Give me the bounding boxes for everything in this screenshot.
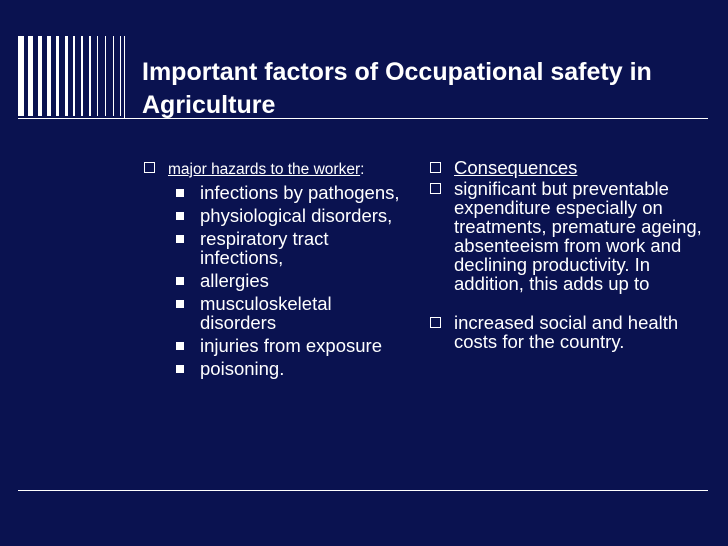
hazard-item <box>200 359 400 378</box>
filled-square-bullet-icon <box>176 342 184 350</box>
left-column <box>142 158 412 382</box>
consequences-heading: Consequences <box>454 157 578 178</box>
consequence-item-text: significant but preventable expenditure especially on treatments, premature ageing, absenteeism from work and declining productivity. In addition, this adds up to <box>454 178 702 294</box>
stripe <box>113 36 114 116</box>
filled-square-bullet-icon <box>176 189 184 197</box>
stripe <box>73 36 75 116</box>
stripe <box>120 36 121 116</box>
hazard-item <box>200 183 400 202</box>
left-heading <box>142 158 412 179</box>
decorative-vertical-line <box>124 36 125 118</box>
hollow-square-bullet-icon <box>430 317 441 328</box>
stripe <box>38 36 42 116</box>
hazard-item-text: musculoskeletal disorders <box>200 293 332 333</box>
hazard-item-text: physiological disorders, <box>200 205 393 226</box>
hazards-heading-link[interactable]: major hazards to the worker <box>168 161 361 178</box>
stripe <box>89 36 91 116</box>
hazard-item-text: infections by pathogens, <box>200 182 400 203</box>
consequence-list <box>428 179 708 351</box>
decorative-stripes <box>18 36 128 116</box>
hazard-item <box>200 271 400 290</box>
hollow-square-bullet-icon <box>430 162 441 173</box>
stripe <box>18 36 24 116</box>
slide-title: Important factors of Occupational safety in Agriculture <box>142 58 652 119</box>
hazard-item-text: respiratory tract infections, <box>200 228 329 268</box>
hazard-item <box>200 294 400 332</box>
filled-square-bullet-icon <box>176 235 184 243</box>
heading-colon: : <box>360 161 365 178</box>
filled-square-bullet-icon <box>176 277 184 285</box>
filled-square-bullet-icon <box>176 365 184 373</box>
hazard-list <box>142 183 400 378</box>
stripe <box>65 36 68 116</box>
consequence-item <box>428 313 708 351</box>
consequence-item <box>428 179 708 293</box>
consequence-item-text: increased social and health costs for the country. <box>454 312 679 352</box>
filled-square-bullet-icon <box>176 300 184 308</box>
hollow-square-bullet-icon <box>430 183 441 194</box>
stripe <box>56 36 59 116</box>
stripe <box>81 36 83 116</box>
hazard-item-text: injuries from exposure <box>200 335 382 356</box>
stripe <box>47 36 51 116</box>
hazard-item-text: allergies <box>200 270 269 291</box>
hazard-item <box>200 336 400 355</box>
stripe <box>105 36 106 116</box>
filled-square-bullet-icon <box>176 212 184 220</box>
right-heading <box>428 158 708 177</box>
hazard-item-text: poisoning. <box>200 358 285 379</box>
hazard-item <box>200 206 400 225</box>
stripe <box>97 36 98 116</box>
hazard-item <box>200 229 400 267</box>
stripe <box>28 36 33 116</box>
hollow-square-bullet-icon <box>144 162 155 173</box>
right-column <box>428 158 708 351</box>
footer-line <box>18 490 708 491</box>
